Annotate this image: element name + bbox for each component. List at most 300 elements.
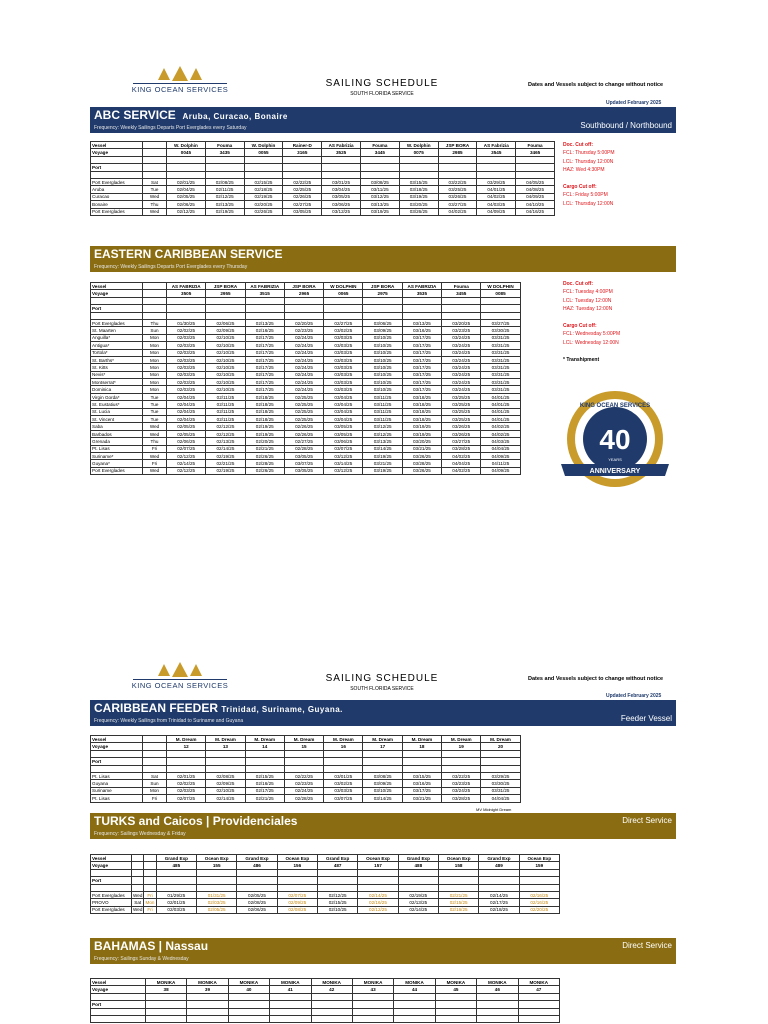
table-cell: [481, 765, 520, 772]
table-cell: Fouma: [360, 142, 399, 149]
company-logo-2: [125, 662, 235, 690]
table-cell: [324, 297, 363, 304]
table-row: [91, 364, 521, 371]
table-cell: 04/03/25: [481, 438, 520, 445]
eastern-caribbean-header: [90, 246, 676, 272]
table-row: [91, 855, 560, 862]
table-cell: Mon: [143, 371, 167, 378]
table-cell: 03/19/25: [402, 423, 441, 430]
table-cell: 02/08/25: [277, 906, 317, 913]
table-cell: Wed: [143, 193, 167, 200]
table-cell: Mon: [143, 386, 167, 393]
section-ports: Trinidad, Suriname, Guyana.: [221, 705, 343, 714]
table-cell: 02/01/25: [167, 178, 206, 185]
table-cell: [438, 869, 478, 876]
table-cell: [245, 758, 284, 765]
table-cell: MONIKA: [352, 979, 393, 986]
table-cell: 02/14/25: [206, 795, 245, 802]
table-cell: Wed: [143, 423, 167, 430]
table-cell: 03/10/25: [363, 379, 402, 386]
table-cell: 04/09/25: [516, 193, 555, 200]
table-cell: 02/10/25: [206, 356, 245, 363]
table-cell: MONIKA: [187, 979, 228, 986]
table-cell: [277, 884, 317, 891]
table-cell: Pt. Lisas: [91, 772, 143, 779]
table-cell: 03/05/25: [284, 467, 323, 474]
table-cell: 03/03/25: [324, 787, 363, 794]
table-cell: 02/23/25: [284, 327, 323, 334]
table-cell: Grand Exp: [156, 855, 196, 862]
table-cell: [352, 993, 393, 1000]
table-cell: Wed: [143, 430, 167, 437]
table-cell: Fri: [143, 795, 167, 802]
table-cell: MONIKA: [435, 979, 476, 986]
table-cell: Port: [91, 164, 143, 171]
table-cell: 04/02/25: [481, 423, 520, 430]
table-cell: 03/17/25: [402, 379, 441, 386]
table-cell: 04/09/25: [481, 467, 520, 474]
table-cell: 03/17/25: [402, 787, 441, 794]
table-cell: [143, 758, 167, 765]
table-cell: [360, 171, 399, 178]
table-cell: 02/18/25: [245, 416, 284, 423]
table-cell: Grand Exp: [398, 855, 438, 862]
table-cell: 03/12/25: [324, 452, 363, 459]
table-cell: MONIKA: [311, 979, 352, 986]
table-cell: 03/12/25: [322, 208, 361, 215]
table-cell: 03/12/25: [363, 423, 402, 430]
table-cell: [145, 1001, 186, 1008]
table-cell: 03/08/25: [363, 772, 402, 779]
table-cell: [402, 765, 441, 772]
change-notice-2: Dates and Vessels subject to change without notice: [528, 676, 664, 682]
table-cell: M. Dream: [206, 736, 245, 743]
table-cell: W. Dolphin: [244, 142, 283, 149]
table-cell: [167, 750, 206, 757]
table-cell: [518, 1001, 559, 1008]
cutoff-line: Cargo Cut off:: [563, 323, 597, 330]
table-cell: [360, 156, 399, 163]
table-cell: [187, 1008, 228, 1015]
table-cell: [144, 862, 156, 869]
table-cell: [270, 993, 311, 1000]
table-cell: [311, 1001, 352, 1008]
table-cell: 02/02/25: [167, 327, 206, 334]
table-cell: 02/20/25: [245, 438, 284, 445]
table-cell: 02/14/25: [358, 891, 398, 898]
table-cell: [270, 1008, 311, 1015]
table-cell: 03/25/25: [442, 416, 481, 423]
table-cell: Vessel: [91, 736, 143, 743]
table-cell: 02/04/25: [167, 186, 206, 193]
table-cell: Mon: [143, 342, 167, 349]
table-cell: [399, 164, 438, 171]
table-cell: Fri: [144, 906, 156, 913]
table-cell: 13: [206, 743, 245, 750]
table-cell: 02/03/25: [156, 906, 196, 913]
table-cell: 03/27/25: [442, 438, 481, 445]
table-cell: 156: [277, 862, 317, 869]
table-cell: 02/24/25: [284, 334, 323, 341]
table-cell: [132, 869, 144, 876]
table-cell: [324, 758, 363, 765]
table-row: [91, 979, 560, 986]
table-row: [91, 736, 521, 743]
table-cell: Thu: [143, 319, 167, 326]
table-cell: 03/31/25: [481, 371, 520, 378]
table-cell: 02/24/25: [284, 356, 323, 363]
abc-schedule-table: [90, 141, 555, 216]
table-cell: 02/17/25: [245, 371, 284, 378]
table-cell: 03/03/25: [324, 364, 363, 371]
logo-text: KING OCEAN SERVICES: [131, 681, 229, 690]
table-row: [91, 401, 521, 408]
table-cell: 03/23/25: [442, 327, 481, 334]
table-cell: [402, 750, 441, 757]
table-cell: 03/31/25: [481, 356, 520, 363]
table-cell: 03/22/25: [442, 772, 481, 779]
table-row: [91, 342, 521, 349]
table-cell: 03/15/25: [399, 178, 438, 185]
abc-service-header: [90, 107, 676, 133]
table-cell: 03/24/25: [442, 371, 481, 378]
table-cell: [143, 290, 167, 297]
table-cell: [237, 884, 277, 891]
table-cell: 02/10/25: [317, 906, 357, 913]
table-cell: 03/30/25: [481, 327, 520, 334]
table-cell: M. Dream: [245, 736, 284, 743]
cutoff-line: Cargo Cut off:: [563, 184, 597, 191]
table-cell: W. Dolphin: [167, 142, 206, 149]
table-cell: [228, 1008, 269, 1015]
table-cell: Wed: [133, 907, 143, 913]
table-cell: [167, 312, 206, 319]
badge-anniversary: ANNIVERSARY: [589, 468, 641, 475]
table-cell: 03/17/25: [402, 356, 441, 363]
table-cell: Tue: [143, 393, 167, 400]
table-cell: [228, 1015, 269, 1022]
table-cell: [438, 884, 478, 891]
table-cell: 02/15/25: [245, 772, 284, 779]
table-row: [91, 772, 521, 779]
table-cell: 03/04/25: [324, 401, 363, 408]
page-subtitle: SOUTH FLORIDA SERVICE: [350, 91, 414, 97]
table-cell: 03/01/25: [322, 178, 361, 185]
table-cell: [402, 305, 441, 312]
table-cell: [435, 1001, 476, 1008]
table-cell: 02/03/25: [167, 349, 206, 356]
table-cell: [91, 171, 143, 178]
table-cell: JSP BORA: [206, 283, 245, 290]
table-cell: 15: [284, 743, 323, 750]
table-cell: 03/28/25: [442, 795, 481, 802]
table-cell: 485: [156, 862, 196, 869]
table-cell: [143, 171, 167, 178]
table-row: [91, 986, 560, 993]
table-cell: [143, 736, 167, 743]
table-row: [91, 416, 521, 423]
table-cell: [245, 765, 284, 772]
table-cell: 155: [197, 862, 237, 869]
table-cell: [324, 765, 363, 772]
table-cell: 02/28/25: [245, 460, 284, 467]
table-cell: Ocean Exp: [358, 855, 398, 862]
table-cell: 03/10/25: [363, 364, 402, 371]
table-row: [91, 1008, 560, 1015]
table-cell: Mon: [143, 379, 167, 386]
table-cell: [132, 862, 144, 869]
table-cell: Port: [91, 305, 143, 312]
bahamas-header: [90, 938, 676, 964]
table-row: [91, 193, 555, 200]
table-cell: 03/20/25: [402, 438, 441, 445]
table-cell: [167, 765, 206, 772]
table-cell: [237, 869, 277, 876]
change-notice: Dates and Vessels subject to change without notice: [528, 82, 664, 88]
table-cell: [322, 164, 361, 171]
table-row: [91, 393, 521, 400]
table-cell: Sat: [132, 899, 144, 906]
table-row: [91, 312, 521, 319]
table-cell: 02/20/25: [519, 906, 559, 913]
table-cell: Sat: [143, 772, 167, 779]
table-cell: Tue: [143, 186, 167, 193]
caribbean-feeder-header: [90, 700, 676, 726]
table-cell: 02/21/25: [245, 795, 284, 802]
table-cell: 03/02/25: [324, 327, 363, 334]
table-cell: 03/06/25: [322, 201, 361, 208]
table-cell: [322, 171, 361, 178]
table-cell: 02/09/25: [206, 327, 245, 334]
cutoff-line: [563, 347, 620, 355]
table-cell: 02/12/25: [358, 906, 398, 913]
table-cell: 02/17/25: [479, 899, 519, 906]
table-cell: 02/16/25: [245, 780, 284, 787]
table-cell: 03/31/25: [481, 342, 520, 349]
cutoff-line: [563, 314, 620, 322]
table-cell: 04/02/25: [477, 193, 516, 200]
table-cell: MONIKA: [145, 979, 186, 986]
table-cell: 03/31/25: [481, 334, 520, 341]
table-cell: 02/24/25: [284, 342, 323, 349]
table-cell: 02/17/25: [245, 334, 284, 341]
table-cell: [516, 171, 555, 178]
table-cell: 03/17/25: [402, 334, 441, 341]
table-cell: 03/21/25: [363, 460, 402, 467]
table-cell: Pt. Lisas: [91, 795, 143, 802]
table-cell: [205, 164, 244, 171]
table-cell: 02/28/25: [284, 445, 323, 452]
table-cell: 3545: [477, 149, 516, 156]
table-cell: Mon: [143, 364, 167, 371]
table-cell: 3435: [205, 149, 244, 156]
table-cell: 04/08/25: [516, 186, 555, 193]
table-cell: 04/02/25: [438, 208, 477, 215]
table-cell: 02/13/25: [245, 319, 284, 326]
table-cell: [145, 1008, 186, 1015]
table-cell: 0065: [324, 290, 363, 297]
table-cell: Pt. Lisas: [91, 445, 143, 452]
table-cell: [394, 1015, 435, 1022]
table-cell: [283, 164, 322, 171]
table-cell: Grand Exp: [237, 855, 277, 862]
table-cell: 03/16/25: [402, 327, 441, 334]
table-cell: [479, 869, 519, 876]
table-cell: 02/04/25: [167, 393, 206, 400]
table-cell: [245, 305, 284, 312]
table-row: [91, 371, 521, 378]
table-cell: 03/17/25: [402, 371, 441, 378]
table-cell: 02/21/25: [438, 891, 478, 898]
table-cell: JSP BORA: [363, 283, 402, 290]
table-cell: 03/24/25: [442, 349, 481, 356]
table-cell: Port: [91, 758, 143, 765]
table-cell: 03/18/25: [402, 393, 441, 400]
table-cell: 04/04/25: [481, 445, 520, 452]
table-cell: Saba: [91, 423, 143, 430]
table-cell: [205, 171, 244, 178]
table-cell: 12: [167, 743, 206, 750]
table-cell: MONIKA: [270, 979, 311, 986]
table-cell: 03/03/25: [324, 342, 363, 349]
table-cell: Curacao: [91, 193, 143, 200]
table-cell: [479, 877, 519, 884]
cutoff-line: LCL: Tuesday 12:00N: [563, 297, 612, 304]
table-cell: [245, 312, 284, 319]
table-cell: [144, 884, 156, 891]
table-cell: 03/17/25: [402, 342, 441, 349]
table-cell: Vessel: [91, 283, 143, 290]
table-cell: 0055: [244, 149, 283, 156]
table-cell: [402, 297, 441, 304]
table-cell: M. Dream: [324, 736, 363, 743]
table-cell: 02/17/25: [245, 356, 284, 363]
table-row: [91, 379, 521, 386]
table-cell: 0075: [399, 149, 438, 156]
table-cell: [477, 1015, 518, 1022]
table-cell: [360, 164, 399, 171]
table-row: [91, 906, 560, 913]
table-cell: 02/25/25: [284, 401, 323, 408]
badge-number: 40: [599, 424, 631, 455]
table-cell: 486: [237, 862, 277, 869]
table-row: [91, 445, 521, 452]
table-cell: Bonaire: [91, 201, 143, 208]
table-cell: 02/06/25: [237, 906, 277, 913]
table-cell: [143, 743, 167, 750]
table-row: [91, 758, 521, 765]
table-cell: [481, 305, 520, 312]
table-cell: 03/09/25: [363, 780, 402, 787]
section-ports: Aruba, Curacao, Bonaire: [182, 112, 288, 121]
page-subtitle-2: SOUTH FLORIDA SERVICE: [350, 686, 414, 692]
table-row: [91, 201, 555, 208]
table-cell: 40: [228, 986, 269, 993]
table-cell: Mon: [145, 900, 155, 906]
table-cell: [206, 750, 245, 757]
table-cell: 03/24/25: [442, 334, 481, 341]
table-cell: 03/29/25: [481, 772, 520, 779]
table-cell: [91, 884, 132, 891]
table-cell: AS FABRIZIA: [167, 283, 206, 290]
table-cell: 02/05/25: [167, 193, 206, 200]
table-cell: 02/25/25: [283, 186, 322, 193]
table-cell: [438, 156, 477, 163]
table-cell: [284, 312, 323, 319]
table-cell: M. Dream: [442, 736, 481, 743]
table-cell: [317, 884, 357, 891]
table-cell: [91, 297, 143, 304]
table-cell: [352, 1015, 393, 1022]
table-cell: 02/17/25: [245, 787, 284, 794]
table-cell: [283, 156, 322, 163]
table-cell: [442, 297, 481, 304]
table-cell: Voyage: [91, 862, 132, 869]
table-cell: 03/27/25: [481, 319, 520, 326]
table-cell: [167, 156, 206, 163]
table-cell: 04/05/25: [516, 178, 555, 185]
table-cell: 01/30/25: [167, 319, 206, 326]
table-cell: 02/22/25: [283, 178, 322, 185]
table-cell: 02/09/25: [277, 899, 317, 906]
table-row: [91, 780, 521, 787]
table-cell: 3455: [442, 290, 481, 297]
table-cell: 04/09/25: [477, 208, 516, 215]
table-cell: 02/19/25: [398, 891, 438, 898]
table-cell: [363, 305, 402, 312]
table-cell: 487: [317, 862, 357, 869]
table-cell: Virgin Gorda*: [91, 393, 143, 400]
table-cell: 02/04/25: [167, 408, 206, 415]
table-cell: 02/13/25: [205, 201, 244, 208]
table-cell: 489: [479, 862, 519, 869]
table-row: [91, 290, 521, 297]
table-cell: Tue: [143, 416, 167, 423]
table-cell: [284, 297, 323, 304]
table-cell: [167, 164, 206, 171]
table-cell: 3535: [402, 290, 441, 297]
table-cell: 02/23/25: [284, 780, 323, 787]
table-row: [91, 862, 560, 869]
table-cell: Grenada: [91, 438, 143, 445]
table-cell: [519, 869, 559, 876]
table-cell: 03/03/25: [324, 356, 363, 363]
table-cell: [143, 312, 167, 319]
table-cell: 02/26/25: [245, 467, 284, 474]
table-cell: Antigua*: [91, 342, 143, 349]
table-cell: Fouma: [516, 142, 555, 149]
table-cell: [167, 758, 206, 765]
table-cell: Sun: [143, 780, 167, 787]
table-cell: 02/11/25: [206, 416, 245, 423]
table-cell: 03/25/25: [442, 408, 481, 415]
table-cell: 03/04/25: [324, 416, 363, 423]
table-row: [91, 452, 521, 459]
table-cell: 02/12/25: [317, 891, 357, 898]
table-cell: 03/11/25: [363, 401, 402, 408]
table-row: [91, 283, 521, 290]
table-cell: [435, 1015, 476, 1022]
table-cell: 03/03/25: [324, 371, 363, 378]
table-cell: Fouma: [205, 142, 244, 149]
crown-icon: [125, 66, 235, 82]
table-cell: 02/12/25: [167, 208, 206, 215]
table-cell: [398, 869, 438, 876]
table-cell: [363, 750, 402, 757]
table-row: [91, 156, 555, 163]
table-cell: [311, 1015, 352, 1022]
table-row: [91, 884, 560, 891]
